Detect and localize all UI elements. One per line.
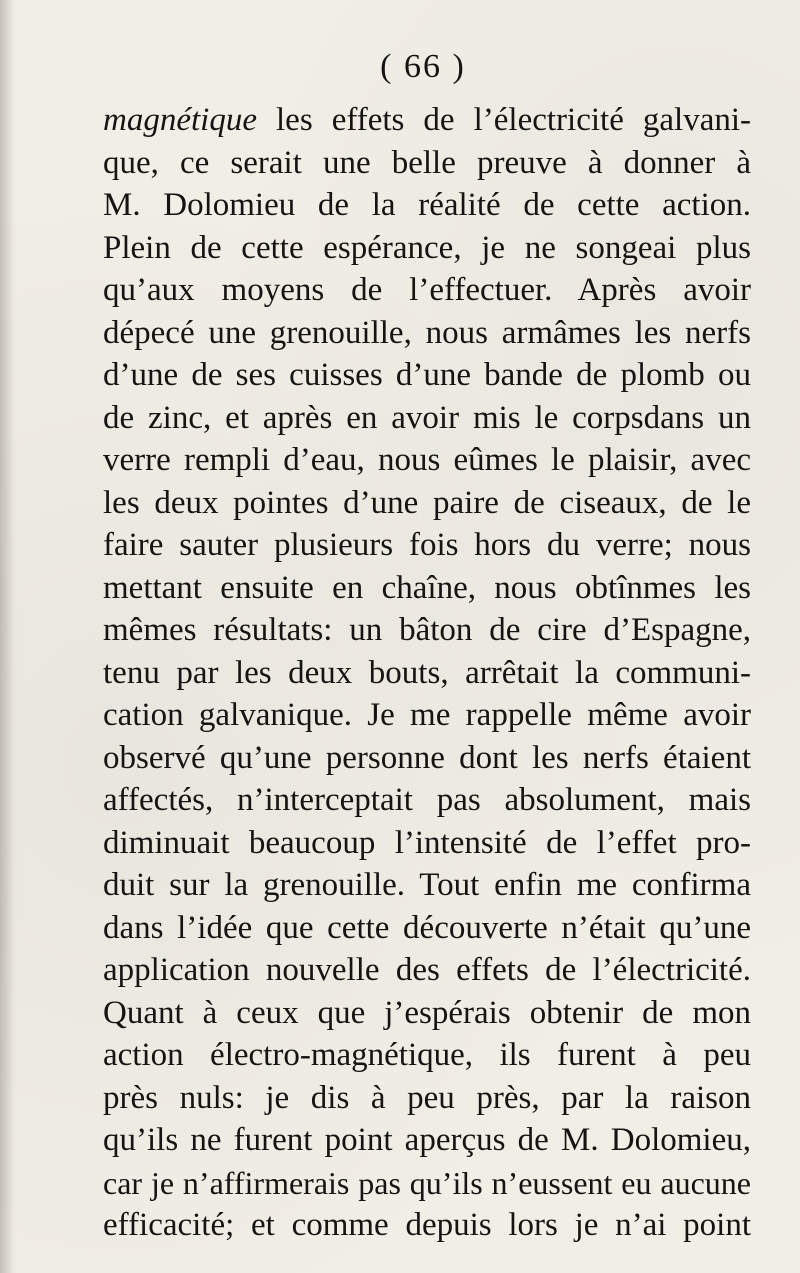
text-line: M. Dolomieu de la réalité de cette action. — [103, 187, 751, 223]
text-line: diminuait beaucoup l’intensité de l’effet pro- — [103, 824, 751, 861]
text-line: Quant à ceux que j’espérais obtenir de mon — [103, 994, 751, 1031]
italic-word: magnétique — [103, 102, 257, 138]
text-line: qu’aux moyens de l’effectuer. Après avoir — [103, 272, 751, 308]
text-line: que, ce serait une belle preuve à donner à — [103, 144, 751, 181]
text-line: car je n’affirmerais pas qu’ils n’eussent eu aucune — [103, 1164, 751, 1201]
text-line: dépecé une grenouille, nous armâmes les nerfs — [103, 314, 751, 351]
text-line: d’une de ses cuisses d’une bande de plomb ou — [103, 357, 751, 393]
text-line: tenu par les deux bouts, arrêtait la communi- — [103, 654, 751, 691]
body-text — [103, 99, 751, 1247]
text-line: action électro-magnétique, ils furent à peu — [103, 1037, 751, 1073]
text-line: qu’ils ne furent point aperçus de M. Dolomieu, — [103, 1122, 751, 1158]
text-line: duit sur la grenouille. Tout enfin me confirma — [103, 867, 751, 903]
text-line: affectés, n’interceptait pas absolument, mais — [103, 782, 751, 818]
text-line: près nuls: je dis à peu près, par la raison — [103, 1079, 751, 1116]
text-line: dans l’idée que cette découverte n’était qu’une — [103, 909, 751, 946]
text-line: cation galvanique. Je me rappelle même avoir — [103, 697, 751, 733]
text-line: mettant ensuite en chaîne, nous obtînmes les — [103, 569, 751, 606]
text-line: observé qu’une personne dont les nerfs étaient — [103, 739, 751, 776]
text-line: efficacité; et comme depuis lors je n’ai point — [103, 1207, 751, 1243]
page-number: ( 66 ) — [380, 48, 466, 85]
spine-shadow — [0, 0, 14, 1273]
text-line: application nouvelle des effets de l’électricité. — [103, 952, 751, 988]
text-line: verre rempli d’eau, nous eûmes le plaisir, avec — [103, 442, 751, 478]
text-line: de zinc, et après en avoir mis le corpsdans un — [103, 399, 751, 436]
line-rest: les effets de l’électricité galvani- — [256, 102, 751, 138]
text-line — [103, 99, 751, 142]
text-line: faire sauter plusieurs fois hors du verre; nous — [103, 527, 751, 563]
text-line: mêmes résultats: un bâton de cire d’Espagne, — [103, 612, 751, 648]
text-line: Plein de cette espérance, je ne songeai plus — [103, 229, 751, 266]
text-line: les deux pointes d’une paire de ciseaux, de le — [103, 484, 751, 521]
